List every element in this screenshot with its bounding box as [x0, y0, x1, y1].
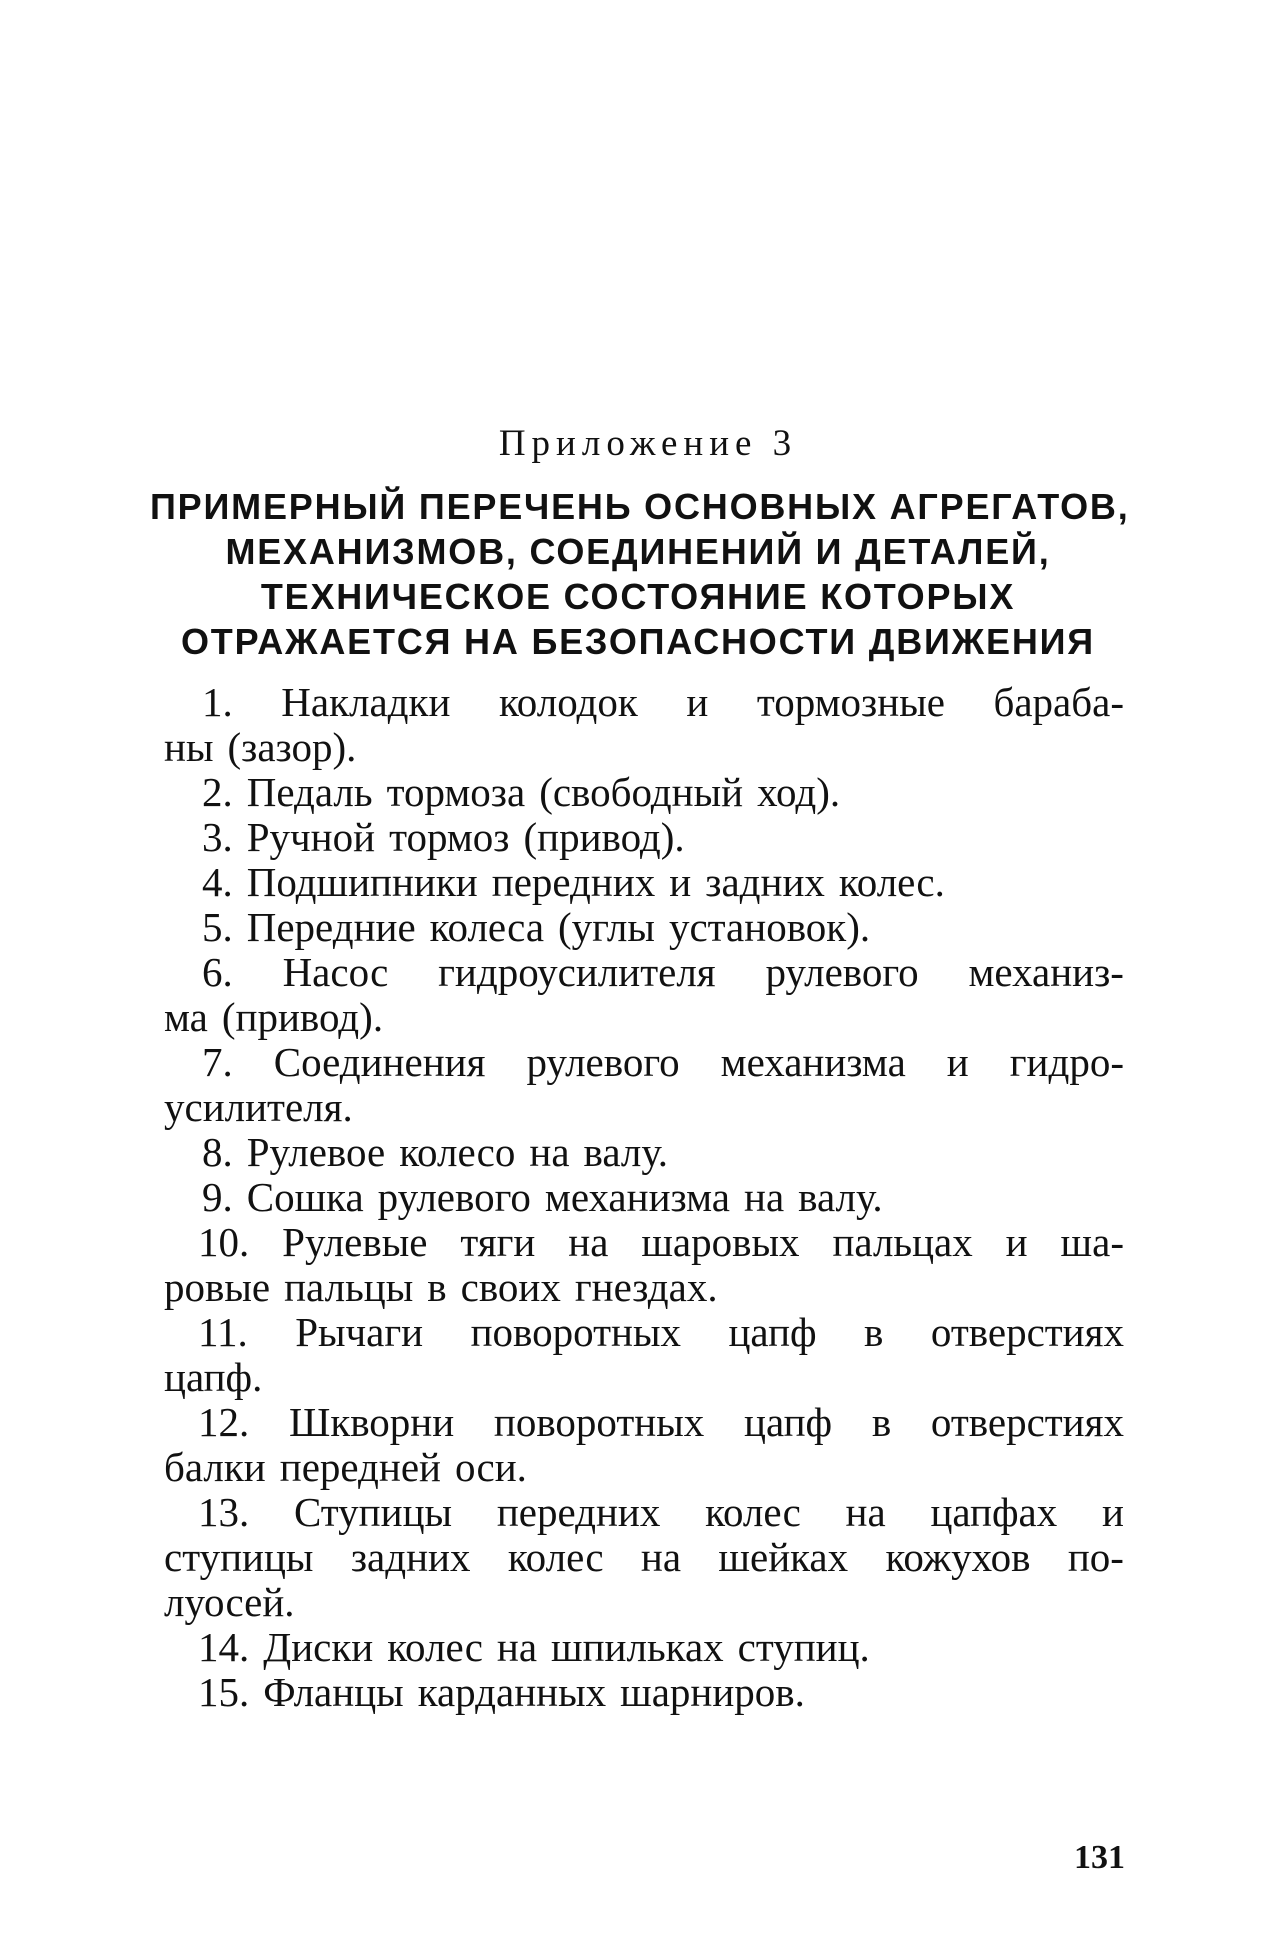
word: механизма [544, 1174, 730, 1220]
word: тормоза [386, 769, 526, 815]
word: ступиц. [737, 1624, 870, 1670]
word: Педаль [246, 769, 373, 815]
list-item-first-line [164, 1220, 1124, 1265]
word: Рулевое [246, 1129, 386, 1175]
list-item-continuation-line [164, 1355, 1124, 1400]
list-item-first-line [164, 1670, 1124, 1715]
word: гидро- [1009, 1039, 1124, 1085]
list-item [164, 950, 1124, 1040]
word: и [1005, 1219, 1028, 1265]
appendix-label: Приложение 3 [498, 423, 798, 464]
word: пальцы [284, 1264, 414, 1310]
word: Передние [246, 904, 416, 950]
list-item-continuation-line [164, 1085, 1124, 1130]
word: передней [279, 1444, 441, 1490]
word: в [427, 1264, 447, 1310]
word: и [1102, 1489, 1124, 1535]
word: поворотных [493, 1399, 705, 1445]
list-item-number: 6. [202, 949, 233, 995]
word: ступицы [164, 1534, 314, 1580]
word: луосей. [164, 1579, 295, 1625]
word: Фланцы [263, 1669, 404, 1715]
word: колодок [498, 679, 638, 725]
word: цапф [744, 1399, 833, 1445]
word: колес. [838, 859, 945, 905]
word: ровые [164, 1264, 271, 1310]
list-item-first-line [164, 815, 1124, 860]
word: установок). [668, 904, 871, 950]
list-item-number: 5. [202, 904, 233, 950]
item-list [164, 680, 1124, 1715]
word: ны [164, 724, 214, 770]
list-item-first-line [164, 860, 1124, 905]
list-item-first-line [164, 1130, 1124, 1175]
word: валу. [583, 1129, 668, 1175]
list-item-first-line [164, 770, 1124, 815]
word: Диски [263, 1624, 374, 1670]
list-item-first-line [164, 1310, 1124, 1355]
word: гнездах. [574, 1264, 718, 1310]
word: валу. [798, 1174, 883, 1220]
list-item-number: 15. [198, 1669, 250, 1715]
list-item-continuation-line [164, 1580, 1124, 1625]
word: (привод). [523, 814, 685, 860]
word: бараба- [993, 679, 1124, 725]
list-item [164, 1400, 1124, 1490]
list-item-first-line [164, 1625, 1124, 1670]
word: на [640, 1534, 682, 1580]
word: и [946, 1039, 969, 1085]
list-item-first-line [164, 1490, 1124, 1535]
word: по- [1067, 1534, 1124, 1580]
list-item-number: 13. [198, 1489, 250, 1535]
word: балки [164, 1444, 266, 1490]
word: (углы [558, 904, 655, 950]
list-item [164, 860, 1124, 905]
word: гидроусилителя [438, 949, 716, 995]
word: механизма [720, 1039, 906, 1085]
word: задних [350, 1534, 471, 1580]
word: усилителя. [164, 1084, 353, 1130]
list-item-continuation-line [164, 1445, 1124, 1490]
list-item-continuation-line [164, 995, 1124, 1040]
word: цапф [728, 1309, 817, 1355]
list-item-number: 1. [202, 679, 233, 725]
list-item-first-line [164, 1175, 1124, 1220]
word: передних [491, 859, 656, 905]
word: на [529, 1129, 570, 1175]
word: в [871, 1399, 892, 1445]
title-line: ОТРАЖАЕТСЯ НА БЕЗОПАСНОСТИ ДВИЖЕНИЯ [181, 621, 1095, 662]
list-item-number: 2. [202, 769, 233, 815]
word: на [496, 1624, 538, 1670]
word: шарниров. [620, 1669, 805, 1715]
list-item [164, 1130, 1124, 1175]
word: карданных [417, 1669, 607, 1715]
list-item-first-line [164, 680, 1124, 725]
word: ша- [1060, 1219, 1124, 1265]
list-item-number: 9. [202, 1174, 233, 1220]
list-item [164, 815, 1124, 860]
word: цапф. [164, 1354, 263, 1400]
word: пальцах [832, 1219, 973, 1265]
list-item [164, 905, 1124, 950]
word: колес [507, 1534, 604, 1580]
word: и [686, 679, 709, 725]
list-item [164, 1625, 1124, 1670]
word: тормозные [756, 679, 945, 725]
word: рулевого [526, 1039, 680, 1085]
word: отверстиях [930, 1309, 1124, 1355]
list-item-number: 12. [198, 1399, 250, 1445]
word: отверстиях [930, 1399, 1124, 1445]
list-item [164, 1220, 1124, 1310]
word: колеса [429, 904, 545, 950]
word: колес [705, 1489, 801, 1535]
word: цапфах [930, 1489, 1058, 1535]
word: Ступицы [294, 1489, 453, 1535]
title-line: МЕХАНИЗМОВ, СОЕДИНЕНИЙ И ДЕТАЛЕЙ, [225, 531, 1051, 572]
word: Насос [282, 949, 389, 995]
list-item-first-line [164, 1040, 1124, 1085]
title-line: ПРИМЕРНЫЙ ПЕРЕЧЕНЬ ОСНОВНЫХ АГРЕГАТОВ, [150, 486, 1130, 527]
list-item [164, 1490, 1124, 1625]
word: тяги [460, 1219, 536, 1265]
word: и [669, 859, 692, 905]
word: тормоз [389, 814, 510, 860]
list-item-number: 4. [202, 859, 233, 905]
word: Шкворни [288, 1399, 455, 1445]
word: ма [164, 994, 208, 1040]
word: Накладки [281, 679, 451, 725]
word: на [744, 1174, 785, 1220]
word: Рулевые [282, 1219, 428, 1265]
list-item [164, 770, 1124, 815]
word: Соединения [273, 1039, 486, 1085]
word: рулевого [377, 1174, 531, 1220]
word: Ручной [246, 814, 376, 860]
list-item-continuation-line [164, 1265, 1124, 1310]
word: (свободный [539, 769, 744, 815]
list-item-number: 10. [198, 1219, 250, 1265]
list-item-continuation-line [164, 725, 1124, 770]
list-item-first-line [164, 950, 1124, 995]
list-item-number: 7. [202, 1039, 233, 1085]
list-item-number: 11. [198, 1309, 248, 1355]
word: кожухов [885, 1534, 1031, 1580]
list-item [164, 1040, 1124, 1130]
list-item [164, 1310, 1124, 1400]
word: шейках [718, 1534, 849, 1580]
word: своих [460, 1264, 561, 1310]
word: Подшипники [246, 859, 478, 905]
word: в [864, 1309, 884, 1355]
word: оси. [455, 1444, 527, 1490]
word: задних [705, 859, 825, 905]
word: на [568, 1219, 609, 1265]
word: шаровых [641, 1219, 800, 1265]
list-item-number: 3. [202, 814, 233, 860]
word: Рычаги [295, 1309, 424, 1355]
list-item-number: 14. [198, 1624, 250, 1670]
list-item [164, 1670, 1124, 1715]
word: на [845, 1489, 886, 1535]
word: (зазор). [227, 724, 357, 770]
list-item-number: 8. [202, 1129, 233, 1175]
word: колесо [399, 1129, 516, 1175]
word: Сошка [246, 1174, 364, 1220]
word: ход). [757, 769, 841, 815]
list-item [164, 1175, 1124, 1220]
document-title [150, 484, 1130, 664]
word: колес [387, 1624, 483, 1670]
word: рулевого [765, 949, 919, 995]
word: передних [496, 1489, 661, 1535]
word: поворотных [470, 1309, 681, 1355]
page-number: 131 [1074, 1839, 1125, 1876]
list-item-continuation-line [164, 1535, 1124, 1580]
word: (привод). [221, 994, 384, 1040]
list-item [164, 680, 1124, 770]
list-item-first-line [164, 1400, 1124, 1445]
word: механиз- [968, 949, 1124, 995]
word: шпильках [551, 1624, 724, 1670]
list-item-first-line [164, 905, 1124, 950]
title-line: ТЕХНИЧЕСКОЕ СОСТОЯНИЕ КОТОРЫХ [260, 576, 1016, 617]
